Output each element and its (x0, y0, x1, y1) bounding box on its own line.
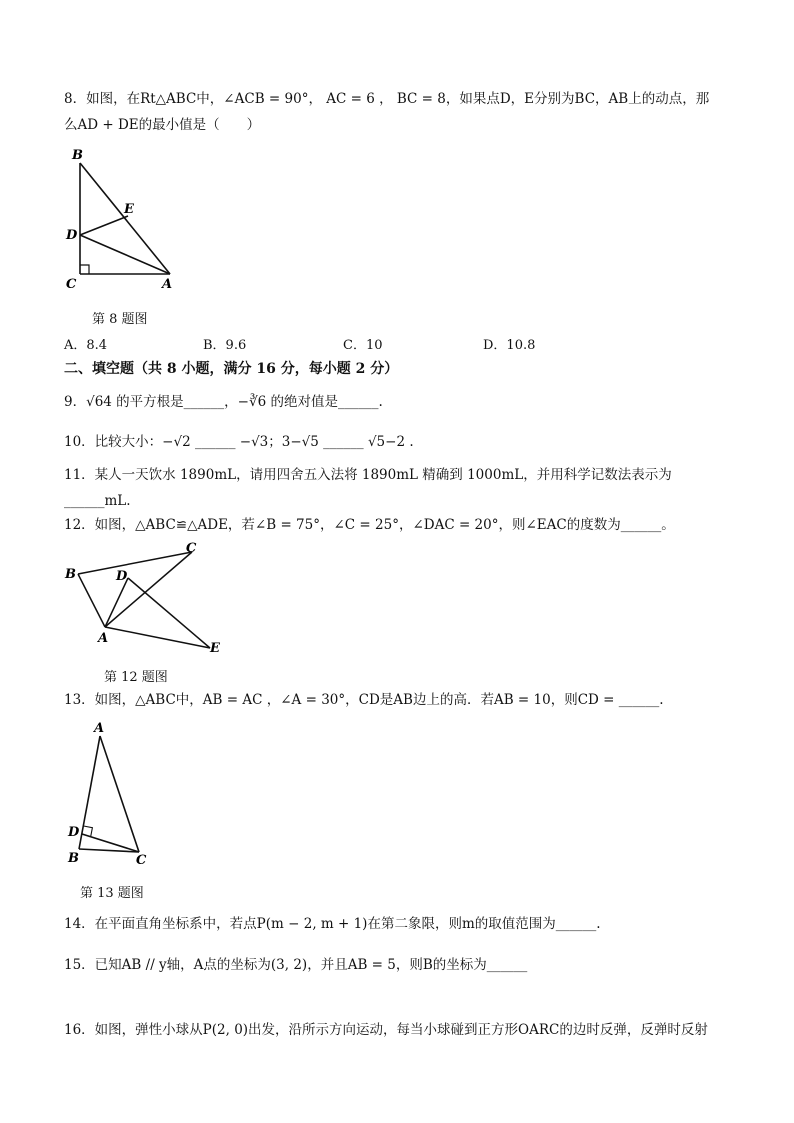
q11-line2: ______mL. (64, 493, 131, 509)
q9-text: 9．√64 的平方根是______，−∛6 的绝对值是______. (64, 394, 383, 410)
section-title: 二、填空题（共 8 小题，满分 16 分，每小题 2 分） (64, 361, 399, 377)
q13-caption: 第 13 题图 (80, 886, 144, 901)
q8-label-e: E (124, 202, 134, 217)
q8-option-c: C．10 (343, 338, 383, 353)
q8-option-d: D．10.8 (483, 338, 536, 353)
q14-text: 14．在平面直角坐标系中，若点P(m − 2, m + 1)在第二象限，则m的取值范围为______. (64, 916, 601, 932)
q13-figure (60, 716, 170, 868)
q13-label-d: D (68, 825, 80, 840)
q8-line2: 么AD + DE的最小值是（ ） (64, 117, 261, 133)
q10-text: 10．比较大小：−√2 ______ −√3；3−√5 ______ √5−2 . (64, 434, 414, 450)
q13-label-b: B (68, 851, 79, 866)
q8-label-a: A (162, 277, 173, 292)
q13-label-c: C (136, 853, 147, 868)
q16-text: 16．如图，弹性小球从P(2, 0)出发，沿所示方向运动，每当小球碰到正方形OARC的边时反弹，反弹时反射 (64, 1022, 708, 1038)
q11-line1: 11．某人一天饮水 1890mL，请用四舍五入法将 1890mL 精确到 1000mL，并用科学记数法表示为 (64, 467, 672, 483)
q12-label-b: B (65, 567, 76, 582)
q8-label-b: B (72, 148, 83, 163)
q13-text: 13．如图，△ABC中，AB = AC ，∠A = 30°，CD是AB边上的高．若AB = 10，则CD = ______. (64, 692, 664, 708)
q12-text: 12．如图，△ABC≌△ADE，若∠B = 75°，∠C = 25°，∠DAC = 20°，则∠EAC的度数为______。 (64, 517, 675, 533)
q8-option-a: A．8.4 (64, 338, 108, 353)
q8-label-d: D (66, 228, 78, 243)
q8-label-c: C (66, 277, 77, 292)
q8-caption: 第 8 题图 (92, 312, 148, 327)
q8-figure (60, 145, 190, 295)
q12-label-c: C (186, 541, 197, 556)
q8-line1: 8．如图，在Rt△ABC中，∠ACB = 90°， AC = 6 ， BC = 8，如果点D，E分别为BC，AB上的动点，那 (64, 91, 710, 107)
q12-label-a: A (98, 631, 109, 646)
q13-label-a: A (94, 721, 105, 736)
q12-caption: 第 12 题图 (104, 670, 168, 685)
q15-text: 15．已知AB // y轴，A点的坐标为(3, 2)，并且AB = 5，则B的坐标为______ (64, 957, 528, 973)
q12-label-e: E (210, 641, 220, 656)
q12-label-d: D (116, 569, 128, 584)
q12-figure (60, 538, 230, 660)
q8-option-b: B．9.6 (203, 338, 247, 353)
